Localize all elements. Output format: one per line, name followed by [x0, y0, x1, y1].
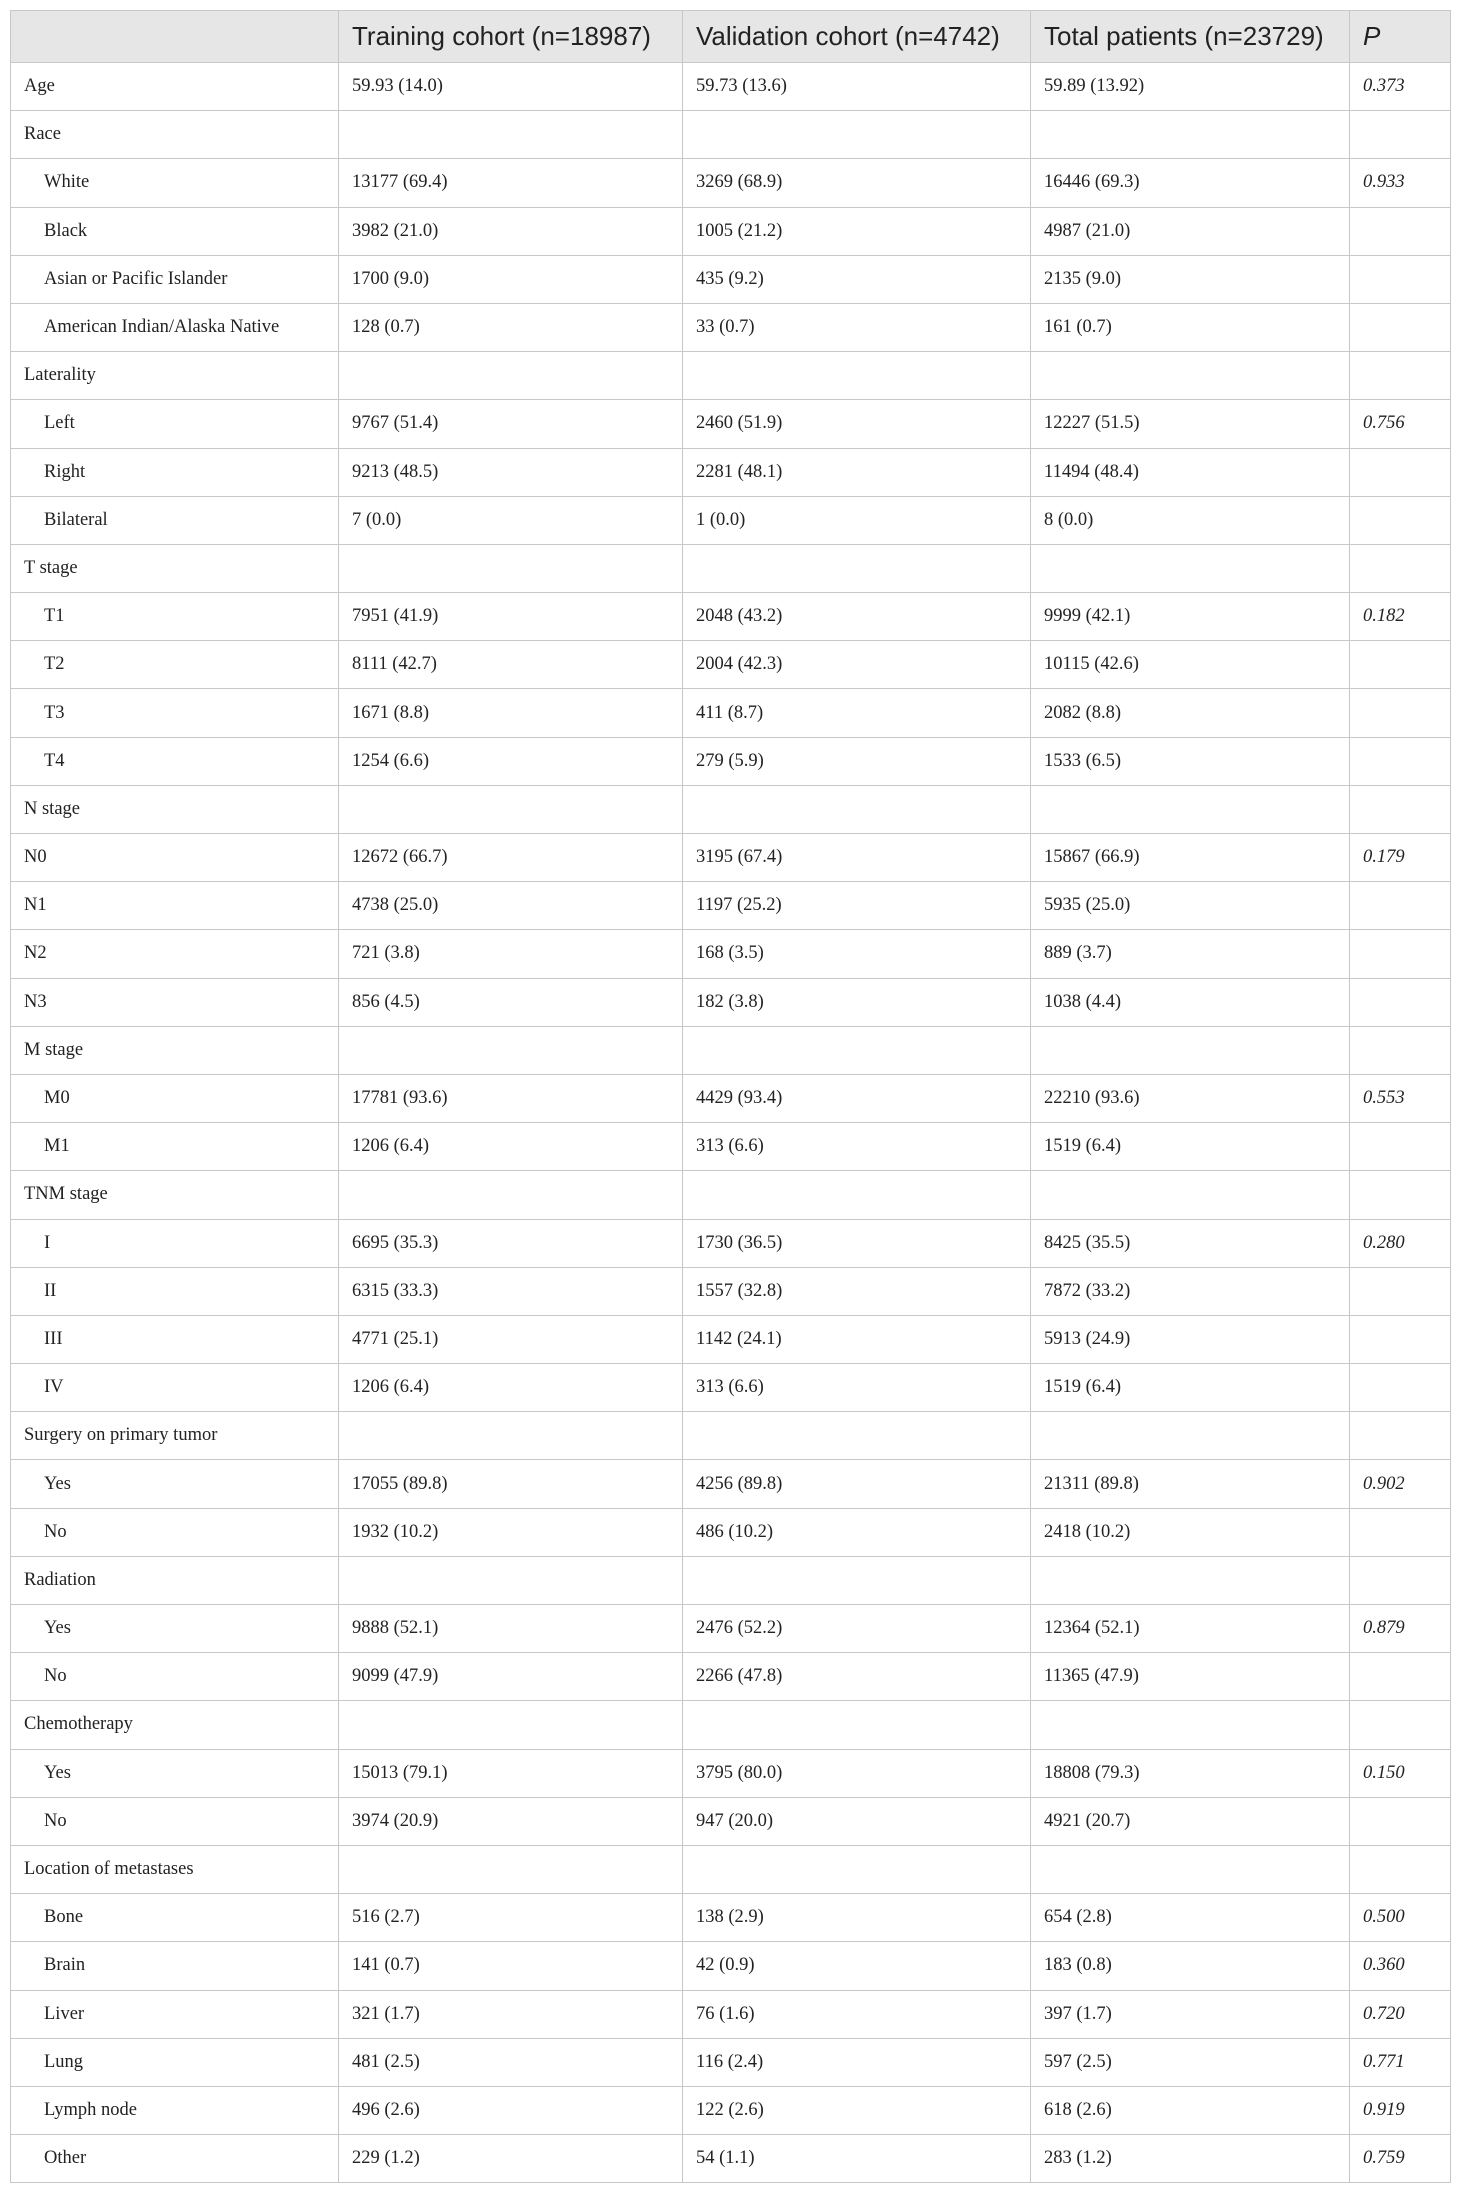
p-value-cell: 0.919: [1350, 2086, 1451, 2134]
total-patients-cell: 654 (2.8): [1031, 1894, 1350, 1942]
validation-cohort-cell: 1197 (25.2): [683, 882, 1031, 930]
table-row: [11, 1460, 1451, 1508]
validation-cohort-cell: [683, 111, 1031, 159]
table-row: [11, 1364, 1451, 1412]
row-label: Race: [11, 111, 339, 159]
total-patients-cell: [1031, 1026, 1350, 1074]
table-row: [11, 737, 1451, 785]
training-cohort-cell: 9213 (48.5): [339, 448, 683, 496]
p-value-cell: [1350, 1123, 1451, 1171]
validation-cohort-cell: 2266 (47.8): [683, 1653, 1031, 1701]
row-label: T3: [11, 689, 339, 737]
training-cohort-cell: 3982 (21.0): [339, 207, 683, 255]
p-value-cell: [1350, 1508, 1451, 1556]
p-value-cell: 0.771: [1350, 2038, 1451, 2086]
p-value-cell: [1350, 785, 1451, 833]
validation-cohort-cell: 4429 (93.4): [683, 1074, 1031, 1122]
header-total-patients: Total patients (n=23729): [1031, 11, 1350, 63]
total-patients-cell: 10115 (42.6): [1031, 641, 1350, 689]
row-label: Yes: [11, 1749, 339, 1797]
validation-cohort-cell: [683, 352, 1031, 400]
validation-cohort-cell: 2281 (48.1): [683, 448, 1031, 496]
validation-cohort-cell: 2460 (51.9): [683, 400, 1031, 448]
header-row: [11, 11, 1451, 63]
row-label: Right: [11, 448, 339, 496]
table-row: [11, 1894, 1451, 1942]
table-row: [11, 1412, 1451, 1460]
total-patients-cell: 21311 (89.8): [1031, 1460, 1350, 1508]
p-value-cell: 0.373: [1350, 63, 1451, 111]
row-label: T2: [11, 641, 339, 689]
p-value-cell: [1350, 207, 1451, 255]
total-patients-cell: [1031, 1845, 1350, 1893]
p-value-cell: [1350, 255, 1451, 303]
training-cohort-cell: 6315 (33.3): [339, 1267, 683, 1315]
training-cohort-cell: 7951 (41.9): [339, 593, 683, 641]
total-patients-cell: 1519 (6.4): [1031, 1123, 1350, 1171]
training-cohort-cell: 13177 (69.4): [339, 159, 683, 207]
training-cohort-cell: [339, 352, 683, 400]
training-cohort-cell: [339, 544, 683, 592]
training-cohort-cell: 8111 (42.7): [339, 641, 683, 689]
training-cohort-cell: 1254 (6.6): [339, 737, 683, 785]
training-cohort-cell: 3974 (20.9): [339, 1797, 683, 1845]
training-cohort-cell: 9767 (51.4): [339, 400, 683, 448]
p-value-cell: 0.179: [1350, 834, 1451, 882]
p-value-cell: [1350, 930, 1451, 978]
total-patients-cell: [1031, 1412, 1350, 1460]
table-row: [11, 1315, 1451, 1363]
training-cohort-cell: 7 (0.0): [339, 496, 683, 544]
table-row: [11, 303, 1451, 351]
total-patients-cell: 2135 (9.0): [1031, 255, 1350, 303]
table-row: [11, 2135, 1451, 2183]
validation-cohort-cell: 1 (0.0): [683, 496, 1031, 544]
validation-cohort-cell: 1142 (24.1): [683, 1315, 1031, 1363]
training-cohort-cell: [339, 1556, 683, 1604]
table-row: [11, 882, 1451, 930]
p-value-cell: 0.500: [1350, 1894, 1451, 1942]
validation-cohort-cell: 182 (3.8): [683, 978, 1031, 1026]
p-value-cell: [1350, 1556, 1451, 1604]
total-patients-cell: 2082 (8.8): [1031, 689, 1350, 737]
total-patients-cell: 5913 (24.9): [1031, 1315, 1350, 1363]
total-patients-cell: 11365 (47.9): [1031, 1653, 1350, 1701]
row-label: Brain: [11, 1942, 339, 1990]
total-patients-cell: 1519 (6.4): [1031, 1364, 1350, 1412]
p-value-cell: [1350, 1797, 1451, 1845]
total-patients-cell: 8 (0.0): [1031, 496, 1350, 544]
p-value-cell: [1350, 352, 1451, 400]
p-value-cell: 0.150: [1350, 1749, 1451, 1797]
training-cohort-cell: 4738 (25.0): [339, 882, 683, 930]
training-cohort-cell: 1700 (9.0): [339, 255, 683, 303]
total-patients-cell: 889 (3.7): [1031, 930, 1350, 978]
validation-cohort-cell: 59.73 (13.6): [683, 63, 1031, 111]
table-row: [11, 63, 1451, 111]
total-patients-cell: [1031, 544, 1350, 592]
total-patients-cell: 5935 (25.0): [1031, 882, 1350, 930]
row-label: IV: [11, 1364, 339, 1412]
row-label: N2: [11, 930, 339, 978]
training-cohort-cell: [339, 111, 683, 159]
table-row: [11, 1074, 1451, 1122]
total-patients-cell: 8425 (35.5): [1031, 1219, 1350, 1267]
validation-cohort-cell: 947 (20.0): [683, 1797, 1031, 1845]
validation-cohort-cell: 138 (2.9): [683, 1894, 1031, 1942]
row-label: White: [11, 159, 339, 207]
row-label: Laterality: [11, 352, 339, 400]
table-header: [11, 11, 1451, 63]
table-row: [11, 593, 1451, 641]
total-patients-cell: [1031, 1171, 1350, 1219]
total-patients-cell: 1533 (6.5): [1031, 737, 1350, 785]
validation-cohort-cell: 42 (0.9): [683, 1942, 1031, 1990]
table-container: [10, 10, 1450, 2183]
p-value-cell: [1350, 448, 1451, 496]
total-patients-cell: 4921 (20.7): [1031, 1797, 1350, 1845]
training-cohort-cell: 1206 (6.4): [339, 1123, 683, 1171]
table-row: [11, 930, 1451, 978]
training-cohort-cell: 141 (0.7): [339, 1942, 683, 1990]
row-label: N1: [11, 882, 339, 930]
validation-cohort-cell: 2476 (52.2): [683, 1605, 1031, 1653]
validation-cohort-cell: 76 (1.6): [683, 1990, 1031, 2038]
validation-cohort-cell: [683, 1171, 1031, 1219]
total-patients-cell: 183 (0.8): [1031, 1942, 1350, 1990]
row-label: Chemotherapy: [11, 1701, 339, 1749]
p-value-cell: [1350, 882, 1451, 930]
table-row: [11, 544, 1451, 592]
table-row: [11, 1845, 1451, 1893]
p-value-cell: [1350, 978, 1451, 1026]
p-value-cell: 0.360: [1350, 1942, 1451, 1990]
table-row: [11, 1123, 1451, 1171]
table-row: [11, 785, 1451, 833]
total-patients-cell: 59.89 (13.92): [1031, 63, 1350, 111]
training-cohort-cell: 481 (2.5): [339, 2038, 683, 2086]
header-variable: [11, 11, 339, 63]
row-label: Black: [11, 207, 339, 255]
training-cohort-cell: 321 (1.7): [339, 1990, 683, 2038]
row-label: N stage: [11, 785, 339, 833]
validation-cohort-cell: [683, 1412, 1031, 1460]
training-cohort-cell: 4771 (25.1): [339, 1315, 683, 1363]
training-cohort-cell: [339, 1845, 683, 1893]
total-patients-cell: 2418 (10.2): [1031, 1508, 1350, 1556]
validation-cohort-cell: 116 (2.4): [683, 2038, 1031, 2086]
p-value-cell: [1350, 1701, 1451, 1749]
training-cohort-cell: 856 (4.5): [339, 978, 683, 1026]
training-cohort-cell: [339, 785, 683, 833]
p-value-cell: 0.280: [1350, 1219, 1451, 1267]
training-cohort-cell: [339, 1171, 683, 1219]
p-value-cell: [1350, 1845, 1451, 1893]
table-row: [11, 2086, 1451, 2134]
p-value-cell: [1350, 641, 1451, 689]
validation-cohort-cell: 313 (6.6): [683, 1123, 1031, 1171]
table-row: [11, 1171, 1451, 1219]
p-value-cell: 0.759: [1350, 2135, 1451, 2183]
table-row: [11, 1556, 1451, 1604]
table-row: [11, 159, 1451, 207]
p-value-cell: 0.879: [1350, 1605, 1451, 1653]
p-value-cell: [1350, 111, 1451, 159]
validation-cohort-cell: 3795 (80.0): [683, 1749, 1031, 1797]
total-patients-cell: [1031, 111, 1350, 159]
validation-cohort-cell: 411 (8.7): [683, 689, 1031, 737]
p-value-cell: 0.720: [1350, 1990, 1451, 2038]
validation-cohort-cell: 279 (5.9): [683, 737, 1031, 785]
table-row: [11, 111, 1451, 159]
total-patients-cell: 1038 (4.4): [1031, 978, 1350, 1026]
table-row: [11, 689, 1451, 737]
validation-cohort-cell: 168 (3.5): [683, 930, 1031, 978]
p-value-cell: [1350, 737, 1451, 785]
training-cohort-cell: 9888 (52.1): [339, 1605, 683, 1653]
validation-cohort-cell: [683, 785, 1031, 833]
row-label: No: [11, 1508, 339, 1556]
total-patients-cell: 16446 (69.3): [1031, 159, 1350, 207]
total-patients-cell: [1031, 352, 1350, 400]
row-label: Age: [11, 63, 339, 111]
training-cohort-cell: 17055 (89.8): [339, 1460, 683, 1508]
p-value-cell: [1350, 1364, 1451, 1412]
row-label: Bone: [11, 1894, 339, 1942]
table-row: [11, 641, 1451, 689]
row-label: Lung: [11, 2038, 339, 2086]
training-cohort-cell: 9099 (47.9): [339, 1653, 683, 1701]
row-label: N3: [11, 978, 339, 1026]
table-row: [11, 1026, 1451, 1074]
row-label: II: [11, 1267, 339, 1315]
row-label: T1: [11, 593, 339, 641]
training-cohort-cell: 229 (1.2): [339, 2135, 683, 2183]
training-cohort-cell: 516 (2.7): [339, 1894, 683, 1942]
training-cohort-cell: 721 (3.8): [339, 930, 683, 978]
cohort-characteristics-table: [10, 10, 1451, 2183]
row-label: M0: [11, 1074, 339, 1122]
p-value-cell: 0.553: [1350, 1074, 1451, 1122]
p-value-cell: 0.182: [1350, 593, 1451, 641]
header-training-cohort: Training cohort (n=18987): [339, 11, 683, 63]
validation-cohort-cell: 1005 (21.2): [683, 207, 1031, 255]
total-patients-cell: 9999 (42.1): [1031, 593, 1350, 641]
validation-cohort-cell: [683, 1845, 1031, 1893]
total-patients-cell: 397 (1.7): [1031, 1990, 1350, 2038]
validation-cohort-cell: 4256 (89.8): [683, 1460, 1031, 1508]
p-value-cell: [1350, 496, 1451, 544]
p-value-cell: [1350, 1026, 1451, 1074]
row-label: TNM stage: [11, 1171, 339, 1219]
validation-cohort-cell: 54 (1.1): [683, 2135, 1031, 2183]
total-patients-cell: [1031, 1556, 1350, 1604]
training-cohort-cell: 128 (0.7): [339, 303, 683, 351]
validation-cohort-cell: 33 (0.7): [683, 303, 1031, 351]
table-row: [11, 352, 1451, 400]
total-patients-cell: [1031, 1701, 1350, 1749]
validation-cohort-cell: [683, 1701, 1031, 1749]
training-cohort-cell: [339, 1026, 683, 1074]
row-label: Other: [11, 2135, 339, 2183]
p-value-cell: [1350, 689, 1451, 737]
validation-cohort-cell: 2048 (43.2): [683, 593, 1031, 641]
row-label: N0: [11, 834, 339, 882]
total-patients-cell: 283 (1.2): [1031, 2135, 1350, 2183]
table-row: [11, 1653, 1451, 1701]
table-row: [11, 1219, 1451, 1267]
validation-cohort-cell: 486 (10.2): [683, 1508, 1031, 1556]
row-label: M1: [11, 1123, 339, 1171]
row-label: Lymph node: [11, 2086, 339, 2134]
p-value-cell: [1350, 1267, 1451, 1315]
total-patients-cell: 597 (2.5): [1031, 2038, 1350, 2086]
table-row: [11, 2038, 1451, 2086]
validation-cohort-cell: 3195 (67.4): [683, 834, 1031, 882]
table-row: [11, 496, 1451, 544]
total-patients-cell: 618 (2.6): [1031, 2086, 1350, 2134]
table-row: [11, 255, 1451, 303]
row-label: Bilateral: [11, 496, 339, 544]
row-label: Location of metastases: [11, 1845, 339, 1893]
training-cohort-cell: 15013 (79.1): [339, 1749, 683, 1797]
total-patients-cell: 15867 (66.9): [1031, 834, 1350, 882]
table-row: [11, 1267, 1451, 1315]
table-row: [11, 400, 1451, 448]
header-p-value: P: [1350, 11, 1451, 63]
p-value-cell: [1350, 544, 1451, 592]
training-cohort-cell: 59.93 (14.0): [339, 63, 683, 111]
training-cohort-cell: [339, 1412, 683, 1460]
table-row: [11, 1990, 1451, 2038]
row-label: Liver: [11, 1990, 339, 2038]
row-label: Left: [11, 400, 339, 448]
validation-cohort-cell: 3269 (68.9): [683, 159, 1031, 207]
row-label: III: [11, 1315, 339, 1363]
row-label: I: [11, 1219, 339, 1267]
training-cohort-cell: 17781 (93.6): [339, 1074, 683, 1122]
p-value-cell: [1350, 1171, 1451, 1219]
table-row: [11, 1749, 1451, 1797]
p-value-cell: [1350, 1653, 1451, 1701]
row-label: T4: [11, 737, 339, 785]
validation-cohort-cell: [683, 1026, 1031, 1074]
row-label: American Indian/Alaska Native: [11, 303, 339, 351]
row-label: Surgery on primary tumor: [11, 1412, 339, 1460]
table-row: [11, 1701, 1451, 1749]
validation-cohort-cell: [683, 544, 1031, 592]
validation-cohort-cell: 1730 (36.5): [683, 1219, 1031, 1267]
training-cohort-cell: 1671 (8.8): [339, 689, 683, 737]
row-label: Yes: [11, 1605, 339, 1653]
validation-cohort-cell: 435 (9.2): [683, 255, 1031, 303]
total-patients-cell: 7872 (33.2): [1031, 1267, 1350, 1315]
p-value-cell: 0.933: [1350, 159, 1451, 207]
p-value-cell: 0.902: [1350, 1460, 1451, 1508]
table-row: [11, 1605, 1451, 1653]
total-patients-cell: 22210 (93.6): [1031, 1074, 1350, 1122]
table-row: [11, 1797, 1451, 1845]
validation-cohort-cell: 122 (2.6): [683, 2086, 1031, 2134]
total-patients-cell: [1031, 785, 1350, 833]
total-patients-cell: 12364 (52.1): [1031, 1605, 1350, 1653]
validation-cohort-cell: 1557 (32.8): [683, 1267, 1031, 1315]
p-value-cell: [1350, 303, 1451, 351]
table-row: [11, 448, 1451, 496]
total-patients-cell: 11494 (48.4): [1031, 448, 1350, 496]
header-validation-cohort: Validation cohort (n=4742): [683, 11, 1031, 63]
row-label: M stage: [11, 1026, 339, 1074]
row-label: No: [11, 1653, 339, 1701]
table-row: [11, 207, 1451, 255]
table-row: [11, 1508, 1451, 1556]
p-value-cell: [1350, 1315, 1451, 1363]
training-cohort-cell: 1206 (6.4): [339, 1364, 683, 1412]
p-value-cell: 0.756: [1350, 400, 1451, 448]
total-patients-cell: 4987 (21.0): [1031, 207, 1350, 255]
total-patients-cell: 12227 (51.5): [1031, 400, 1350, 448]
row-label: Yes: [11, 1460, 339, 1508]
training-cohort-cell: 1932 (10.2): [339, 1508, 683, 1556]
training-cohort-cell: 6695 (35.3): [339, 1219, 683, 1267]
p-value-cell: [1350, 1412, 1451, 1460]
validation-cohort-cell: [683, 1556, 1031, 1604]
table-body: [11, 63, 1451, 2183]
training-cohort-cell: [339, 1701, 683, 1749]
training-cohort-cell: 12672 (66.7): [339, 834, 683, 882]
table-row: [11, 1942, 1451, 1990]
total-patients-cell: 18808 (79.3): [1031, 1749, 1350, 1797]
row-label: No: [11, 1797, 339, 1845]
table-row: [11, 978, 1451, 1026]
row-label: Asian or Pacific Islander: [11, 255, 339, 303]
row-label: Radiation: [11, 1556, 339, 1604]
row-label: T stage: [11, 544, 339, 592]
total-patients-cell: 161 (0.7): [1031, 303, 1350, 351]
validation-cohort-cell: 2004 (42.3): [683, 641, 1031, 689]
validation-cohort-cell: 313 (6.6): [683, 1364, 1031, 1412]
training-cohort-cell: 496 (2.6): [339, 2086, 683, 2134]
table-row: [11, 834, 1451, 882]
